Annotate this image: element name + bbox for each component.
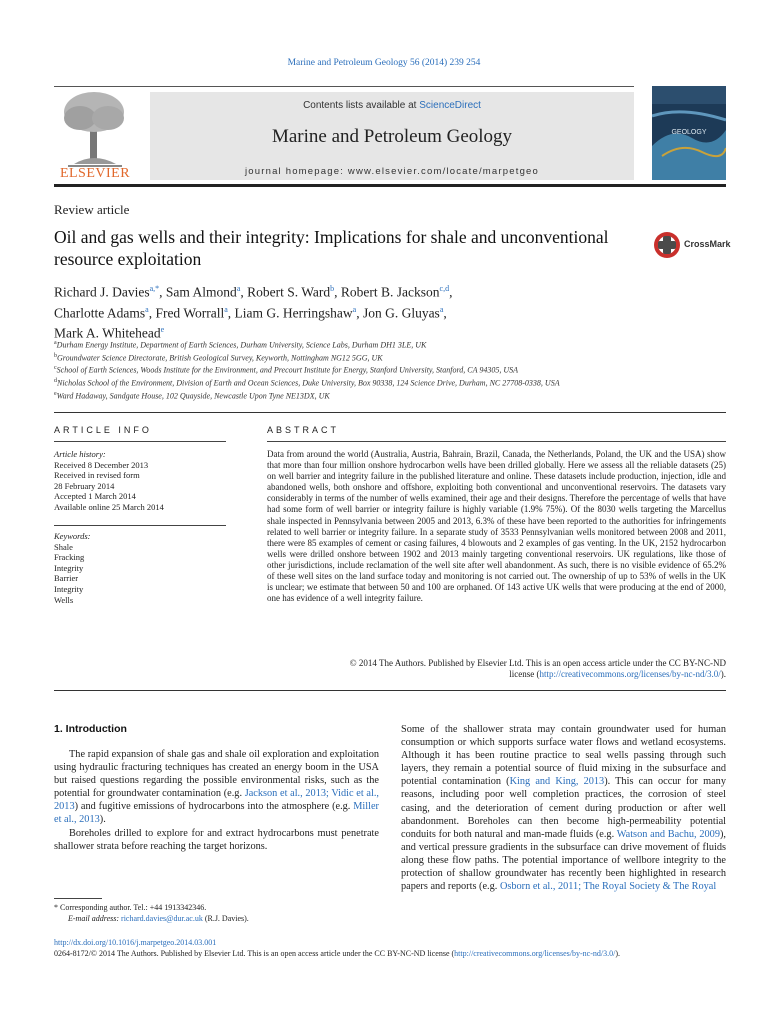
- author-affiliation-marker[interactable]: a: [236, 284, 241, 293]
- keyword: Integrity: [54, 562, 84, 573]
- history-entry: Received in revised form: [54, 470, 140, 481]
- author-affiliation-marker[interactable]: a: [439, 304, 444, 314]
- keyword: Integrity: [54, 583, 84, 594]
- keywords: [54, 531, 226, 605]
- contents-line: [150, 100, 634, 111]
- author-name[interactable]: Mark A. Whitehead: [54, 325, 161, 341]
- license-link[interactable]: http://creativecommons.org/licenses/by-nc-nd/3.0/: [539, 669, 721, 680]
- abstract-text: Data from around the world (Australia, Austria, Bahrain, Brazil, Canada, the Netherlands, Poland, the UK and the USA) show that more than four million onshore hydrocarbon wells have been drilled globally. Here we assess all the reliable datasets (25) on well barrier and integrity failure in the published literature and online. These datasets include production, injection, idle and abandoned wells, both onshore and offshore, exploiting both conventional and unconventional reservoirs. The datasets vary considerably in terms of the number of wells examined, their age and their designs. Therefore the percentage of wells that have had some form of well barrier or integrity failure is highly variable (1.9% 75%). Of the 8030 wells targeting the Marcellus shale inspected in Pennsylvania between 2005 and 2013, 6.3% of these have been reported to the authorities for infringements related to well barrier or integrity failure. In a separate study of 3533 Pennsylvanian wells monitored between 2008 and 2011, there were 85 examples of cement or casing failures, 4 blowouts and 2 examples of gas venting. In the UK, 2152 hydrocarbon wells were drilled onshore between 1902 and 2013 mainly targeting conventional reservoirs. UK regulations, like those of other jurisdictions, include reclamation of the well site after well abandonment. As such, there is no visible evidence of 65.2% of these well sites on the land surface today and monitoring is not carried out. The ownership of up to 53% of wells in the UK is unclear; we estimate that between 50 and 100 are orphaned. Of 143 active UK wells that were producing at the end of 2000, one has evidence of a well integrity failure.: [267, 449, 726, 604]
- journal-cover-image: [652, 86, 726, 180]
- email-link[interactable]: richard.davies@dur.ac.uk: [121, 913, 203, 923]
- author-separator: ,: [334, 284, 341, 300]
- author-affiliation-marker[interactable]: e: [160, 325, 165, 334]
- crossmark-label[interactable]: CrossMark: [684, 239, 731, 249]
- keyword: Wells: [54, 594, 74, 605]
- author-name[interactable]: Sam Almond: [165, 284, 237, 300]
- author-separator: ,: [227, 305, 235, 320]
- author-affiliation-marker[interactable]: a,*: [149, 284, 160, 293]
- sciencedirect-link[interactable]: ScienceDirect: [419, 100, 481, 111]
- affiliation-text: Durham Energy Institute, Department of Earth Sciences, Durham University, Science Labs, Durham DH1 3LE, UK: [56, 340, 427, 350]
- affiliation-marker: a: [54, 340, 57, 346]
- copyright-line: © 2014 The Authors. Published by Elsevier Ltd. This is an open access article under the CC BY-NC-ND: [349, 658, 726, 668]
- author-list: [54, 280, 614, 342]
- keywords-rule: [54, 525, 226, 526]
- author-affiliation-marker[interactable]: a: [145, 304, 149, 314]
- footnote-rule: [54, 898, 102, 899]
- citation-king[interactable]: King and King, 2013: [509, 776, 605, 788]
- author-name[interactable]: Charlotte Adams: [54, 305, 146, 320]
- history-entry: Received 8 December 2013: [54, 459, 149, 470]
- author-affiliation-marker[interactable]: a: [224, 304, 228, 314]
- cover-title: GEOLOGY: [671, 129, 707, 136]
- affiliation-marker: b: [54, 352, 57, 359]
- affiliation-list: [54, 338, 734, 401]
- abstract-heading: ABSTRACT: [267, 425, 340, 435]
- affiliation: [54, 351, 734, 364]
- intro-p1-text-a: The rapid expansion of shale gas and shale oil exploration and exploitation using hydraulic fracturing techniques has created an energy boom in the USA but raised questions regarding the possible environmental risks, such as the potential for groundwater contamination (e.g.: [54, 749, 379, 800]
- affiliation: [54, 338, 734, 351]
- abstract-bottom-rule: [54, 690, 726, 691]
- keywords-label: Keywords:: [54, 531, 91, 541]
- issn-suffix: ).: [615, 949, 620, 958]
- article-info-rule: [54, 441, 226, 442]
- author-separator: ,: [356, 305, 363, 320]
- author-affiliation-marker[interactable]: b: [330, 284, 335, 293]
- journal-reference[interactable]: Marine and Petroleum Geology 56 (2014) 239 254: [287, 58, 481, 68]
- keyword: Barrier: [54, 573, 79, 584]
- article-history: [54, 449, 226, 513]
- affiliation-marker: e: [54, 390, 57, 397]
- author-name[interactable]: Robert B. Jackson: [340, 284, 440, 300]
- copyright-license-prefix: license (: [509, 669, 540, 680]
- copyright-license-suffix: ).: [720, 669, 726, 680]
- affiliation-text: Nicholas School of the Environment, Division of Earth and Ocean Sciences, Duke University, Box 90338, 124 Science Drive, Durham, NC 27708-0338, USA: [57, 378, 560, 388]
- contents-prefix: Contents lists available at: [303, 100, 420, 111]
- keyword: Fracking: [54, 552, 85, 563]
- article-history-label: Article history:: [54, 449, 106, 459]
- affiliation-text: School of Earth Sciences, Woods Institute for the Environment, and Precourt Institute for Energy, Stanford University, Stanford, CA 94305, USA: [56, 365, 519, 375]
- elsevier-wordmark: ELSEVIER: [59, 166, 131, 181]
- author-name[interactable]: Fred Worrall: [155, 305, 225, 320]
- author-separator: ,: [449, 284, 453, 300]
- keyword: Shale: [54, 541, 73, 552]
- intro-r-text-a: Some of the shallower strata may contain groundwater used for human consumption or which supports surface water flows and wetland ecosystems. Although it has been routine practice to seal wells passing through such layers, they remain a potential source of fluid mixing in the subsurface and potential contamination (: [401, 724, 726, 788]
- article-info-heading: ARTICLE INFO: [54, 425, 152, 435]
- intro-paragraph-1: [54, 748, 379, 827]
- abstract-copyright: [267, 658, 726, 680]
- doi-link[interactable]: http://dx.doi.org/10.1016/j.marpetgeo.2014.03.001: [54, 938, 217, 947]
- intro-left-column: [54, 748, 379, 853]
- intro-r-text-c: ), and vertical pressure gradients in the subsurface can drive movement of fluids along these flow paths. The potential importance of wellbore integrity to the protection of shallow groundwater has recently been highlighted in research papers and reports (e.g.: [401, 828, 726, 893]
- introduction-heading: 1. Introduction: [54, 723, 127, 735]
- affiliation: [54, 389, 734, 402]
- citation-watson-bachu[interactable]: Watson and Bachu, 2009: [616, 828, 720, 840]
- author-separator: ,: [148, 305, 156, 320]
- email-suffix: (R.J. Davies).: [202, 913, 249, 923]
- issn-text: 0264-8172/© 2014 The Authors. Published by Elsevier Ltd. This is an open access article under the CC BY-NC-ND license (: [54, 949, 455, 958]
- header-rule: [54, 412, 726, 413]
- history-entry: Available online 25 March 2014: [54, 501, 164, 512]
- masthead-bottom-rule: [54, 184, 726, 187]
- author-name[interactable]: Robert S. Ward: [247, 284, 331, 300]
- intro-r-text-b: ). This can occur for many reasons, including poor well completion practices, the corrosion of steel casing, and the deterioration of cement during production or after well abandonment. Boreholes can then become high-permeability potential conduits for both natural and man-made fluids (e.g.: [401, 776, 726, 840]
- corresponding-author-line: * Corresponding author. Tel.: +44 1913342346.: [54, 903, 207, 912]
- journal-name: Marine and Petroleum Geology: [271, 126, 513, 147]
- affiliation: [54, 363, 734, 376]
- article-type: Review article: [54, 202, 130, 217]
- email-line: [54, 914, 379, 925]
- journal-banner: [150, 92, 634, 180]
- journal-masthead: [54, 86, 726, 186]
- author-name[interactable]: Jon G. Gluyas: [362, 305, 440, 320]
- author-separator: ,: [443, 305, 447, 320]
- intro-p1-text-b: ) and fugitive emissions of hydrocarbons into the atmosphere (e.g.: [74, 801, 354, 813]
- citation-miller[interactable]: Miller et al., 2013: [54, 801, 379, 826]
- author-name[interactable]: Liam G. Herringshaw: [234, 305, 353, 320]
- history-entry: Accepted 1 March 2014: [54, 491, 136, 502]
- affiliation-marker: c: [54, 365, 57, 372]
- affiliation: [54, 376, 734, 389]
- email-label: E-mail address:: [68, 913, 122, 923]
- author-affiliation-marker[interactable]: a: [352, 304, 357, 314]
- intro-p1-text-c: ).: [99, 814, 106, 826]
- citation-osborn-royal-society[interactable]: Osborn et al., 2011; The Royal Society & The Royal: [499, 881, 717, 893]
- footer-license-link[interactable]: http://creativecommons.org/licenses/by-nc-nd/3.0/: [454, 949, 616, 958]
- abstract-rule: [267, 441, 726, 442]
- author-separator: ,: [159, 284, 166, 300]
- issn-license-line: [54, 949, 734, 958]
- article-title: Oil and gas wells and their integrity: Implications for shale and unconventional resource exploitation: [54, 227, 609, 269]
- intro-right-column: [401, 723, 726, 893]
- author-affiliation-marker[interactable]: c,d: [439, 284, 450, 293]
- corresponding-author-footnote: [54, 903, 379, 924]
- affiliation-text: Ward Hadaway, Sandgate House, 102 Quayside, Newcastle Upon Tyne NE13DX, UK: [56, 391, 330, 401]
- author-name[interactable]: Richard J. Davies: [54, 284, 150, 300]
- journal-homepage[interactable]: journal homepage: www.elsevier.com/locate/marpetgeo: [244, 166, 540, 177]
- intro-paragraph-2: Boreholes drilled to explore for and extract hydrocarbons must penetrate shallower strata before reaching the target horizons.: [54, 827, 379, 852]
- history-entry: 28 February 2014: [54, 480, 115, 491]
- author-separator: ,: [240, 284, 248, 300]
- citation-jackson-vidic[interactable]: Jackson et al., 2013; Vidic et al., 2013: [54, 788, 379, 813]
- affiliation-marker: d: [54, 377, 57, 384]
- masthead-top-rule: [54, 86, 634, 87]
- affiliation-text: Groundwater Science Directorate, British Geological Survey, Keyworth, Nottingham NG12 5GG, UK: [57, 353, 383, 363]
